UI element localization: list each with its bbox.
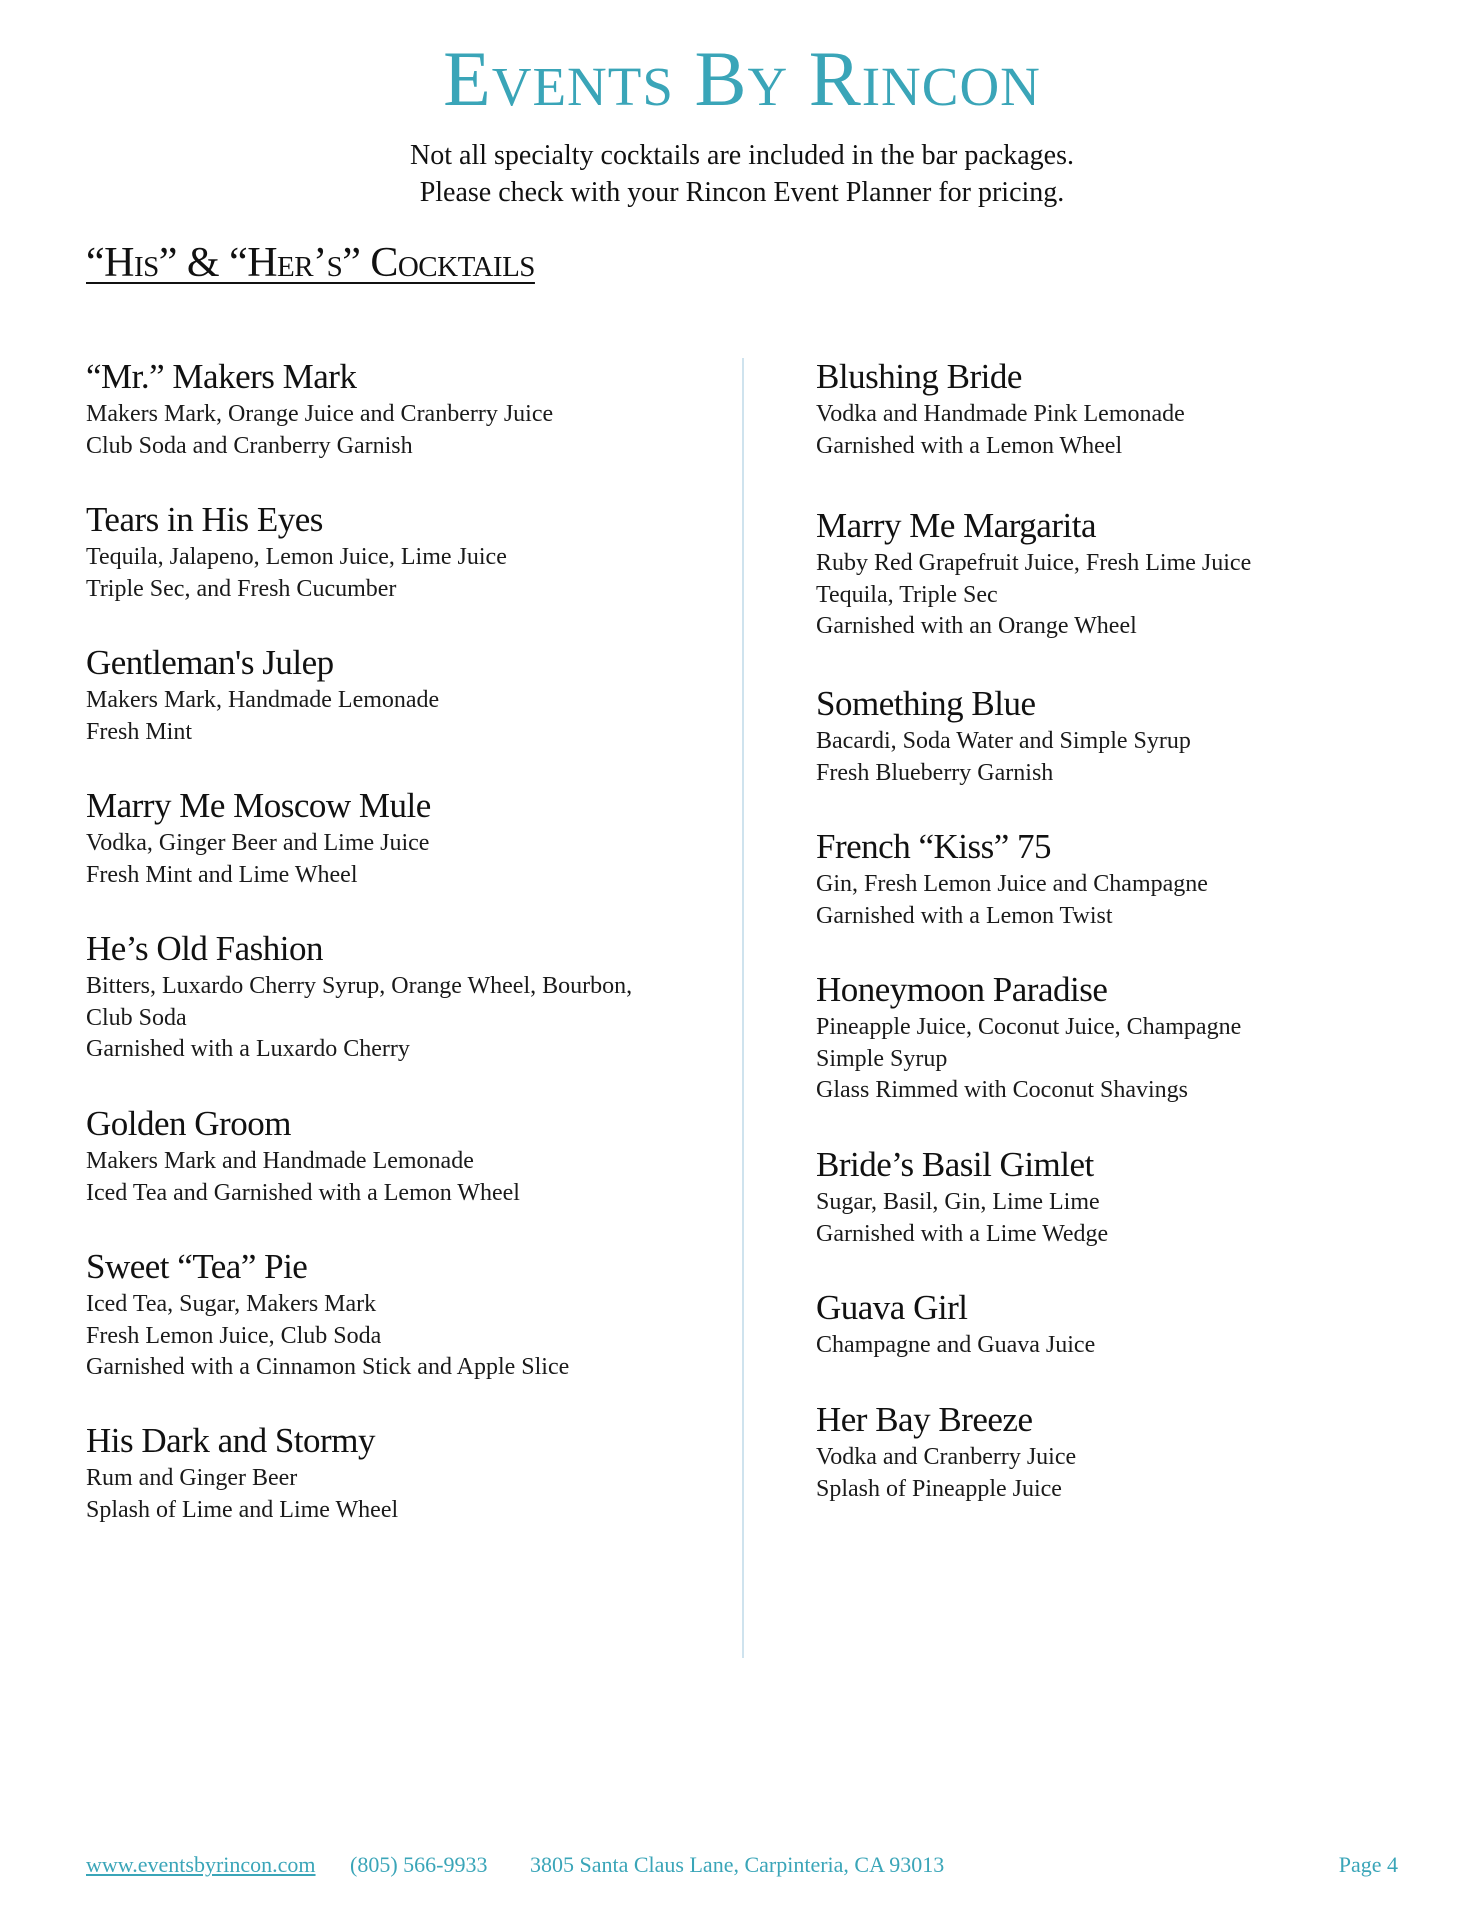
cocktail-ingredient-line: Makers Mark and Handmade Lemonade <box>86 1148 474 1174</box>
cocktail-ingredient-line: Iced Tea, Sugar, Makers Mark <box>86 1291 377 1317</box>
cocktail-ingredient-line: Simple Syrup <box>816 1045 948 1072</box>
cocktail-ingredient-line: Vodka and Handmade Pink Lemonade <box>816 401 1185 427</box>
cocktail-ingredient-line: Garnished with an Orange Wheel <box>816 613 1137 639</box>
cocktail-item <box>816 825 1436 932</box>
cocktail-ingredient-line: Fresh Mint and Lime Wheel <box>86 861 358 888</box>
cocktail-name: Golden Groom <box>86 1104 291 1143</box>
cocktail-ingredient-line: Garnished with a Luxardo Cherry <box>86 1036 410 1062</box>
cocktail-item <box>86 784 706 891</box>
cocktail-item <box>816 1398 1436 1505</box>
phone-number: (805) 566-9933 <box>350 1852 488 1877</box>
cocktail-name: Something Blue <box>816 684 1036 723</box>
cocktail-ingredient-line: Champagne and Guava Juice <box>816 1332 1096 1358</box>
cocktail-item <box>816 1286 1436 1362</box>
cocktail-ingredient-line: Pineapple Juice, Coconut Juice, Champagne <box>816 1014 1242 1040</box>
cocktail-ingredient-line: Ruby Red Grapefruit Juice, Fresh Lime Juice <box>816 550 1252 576</box>
cocktail-ingredient-line: Iced Tea and Garnished with a Lemon Wheel <box>86 1179 520 1206</box>
cocktail-name: Blushing Bride <box>816 357 1022 396</box>
cocktail-name: Sweet “Tea” Pie <box>86 1247 308 1286</box>
cocktail-name: Marry Me Moscow Mule <box>86 786 431 825</box>
cocktail-ingredient-line: Tequila, Triple Sec <box>816 581 998 608</box>
intro-note <box>0 137 1484 211</box>
cocktail-ingredient-line: Garnished with a Lemon Twist <box>816 902 1113 929</box>
cocktail-name: Marry Me Margarita <box>816 506 1096 545</box>
cocktail-item <box>86 641 706 748</box>
cocktail-ingredient-line: Glass Rimmed with Coconut Shavings <box>816 1077 1188 1103</box>
cocktail-item <box>86 498 706 605</box>
cocktail-name: Guava Girl <box>816 1288 968 1327</box>
cocktail-ingredient-line: Gin, Fresh Lemon Juice and Champagne <box>816 871 1208 897</box>
cocktail-item <box>86 1102 706 1209</box>
footer <box>86 1852 1398 1882</box>
cocktail-item <box>86 927 706 1066</box>
cocktail-ingredient-line: Vodka and Cranberry Juice <box>816 1444 1077 1470</box>
page-number: Page 4 <box>1338 1852 1398 1877</box>
intro-line-1: Not all specialty cocktails are included in the bar packages. <box>410 140 1074 171</box>
cocktail-ingredient-line: Bacardi, Soda Water and Simple Syrup <box>816 728 1191 754</box>
cocktail-ingredient-line: Rum and Ginger Beer <box>86 1465 298 1491</box>
cocktail-name: His Dark and Stormy <box>86 1421 375 1460</box>
cocktail-item <box>86 1245 706 1384</box>
cocktail-ingredient-line: Garnished with a Cinnamon Stick and Apple Slice <box>86 1354 570 1380</box>
cocktail-ingredient-line: Fresh Lemon Juice, Club Soda <box>86 1322 382 1349</box>
cocktail-name: He’s Old Fashion <box>86 929 323 968</box>
cocktail-ingredient-line: Garnished with a Lemon Wheel <box>816 432 1123 459</box>
cocktail-item <box>86 355 706 462</box>
cocktail-ingredient-line: Splash of Pineapple Juice <box>816 1475 1062 1502</box>
cocktail-ingredient-line: Fresh Mint <box>86 718 193 745</box>
cocktail-name: Tears in His Eyes <box>86 500 323 539</box>
cocktail-ingredient-line: Makers Mark, Handmade Lemonade <box>86 687 440 713</box>
cocktail-name: Honeymoon Paradise <box>816 970 1108 1009</box>
cocktail-ingredient-line: Vodka, Ginger Beer and Lime Juice <box>86 830 430 856</box>
cocktail-ingredient-line: Club Soda and Cranberry Garnish <box>86 432 413 459</box>
cocktail-ingredient-line: Club Soda <box>86 1004 187 1031</box>
cocktail-name: “Mr.” Makers Mark <box>86 357 357 396</box>
cocktail-item <box>816 682 1436 789</box>
cocktail-ingredient-line: Triple Sec, and Fresh Cucumber <box>86 575 397 602</box>
cocktail-ingredient-line: Garnished with a Lime Wedge <box>816 1220 1109 1247</box>
cocktail-name: Gentleman's Julep <box>86 643 334 682</box>
cocktail-item <box>86 1419 706 1526</box>
column-divider <box>742 358 744 1658</box>
address: 3805 Santa Claus Lane, Carpinteria, CA 93013 <box>530 1852 945 1877</box>
cocktail-ingredient-line: Splash of Lime and Lime Wheel <box>86 1496 399 1523</box>
cocktail-ingredient-line: Fresh Blueberry Garnish <box>816 759 1054 786</box>
cocktail-name: Her Bay Breeze <box>816 1400 1033 1439</box>
website-link[interactable]: www.eventsbyrincon.com <box>86 1852 316 1877</box>
cocktail-item <box>816 1143 1436 1250</box>
cocktail-ingredient-line: Sugar, Basil, Gin, Lime Lime <box>816 1189 1100 1215</box>
cocktail-item <box>816 355 1436 462</box>
page-title: Events By Rincon <box>443 35 1041 122</box>
cocktail-name: Bride’s Basil Gimlet <box>816 1145 1094 1184</box>
cocktail-item <box>816 504 1436 643</box>
intro-line-2: Please check with your Rincon Event Planner for pricing. <box>419 177 1065 208</box>
cocktail-name: French “Kiss” 75 <box>816 827 1052 866</box>
cocktail-ingredient-line: Tequila, Jalapeno, Lemon Juice, Lime Juice <box>86 544 507 570</box>
cocktail-ingredient-line: Makers Mark, Orange Juice and Cranberry Juice <box>86 401 554 427</box>
section-heading: “His” & “Her’s” Cocktails <box>86 240 535 286</box>
cocktail-item <box>816 968 1436 1107</box>
cocktail-ingredient-line: Bitters, Luxardo Cherry Syrup, Orange Wheel, Bourbon, <box>86 973 633 999</box>
